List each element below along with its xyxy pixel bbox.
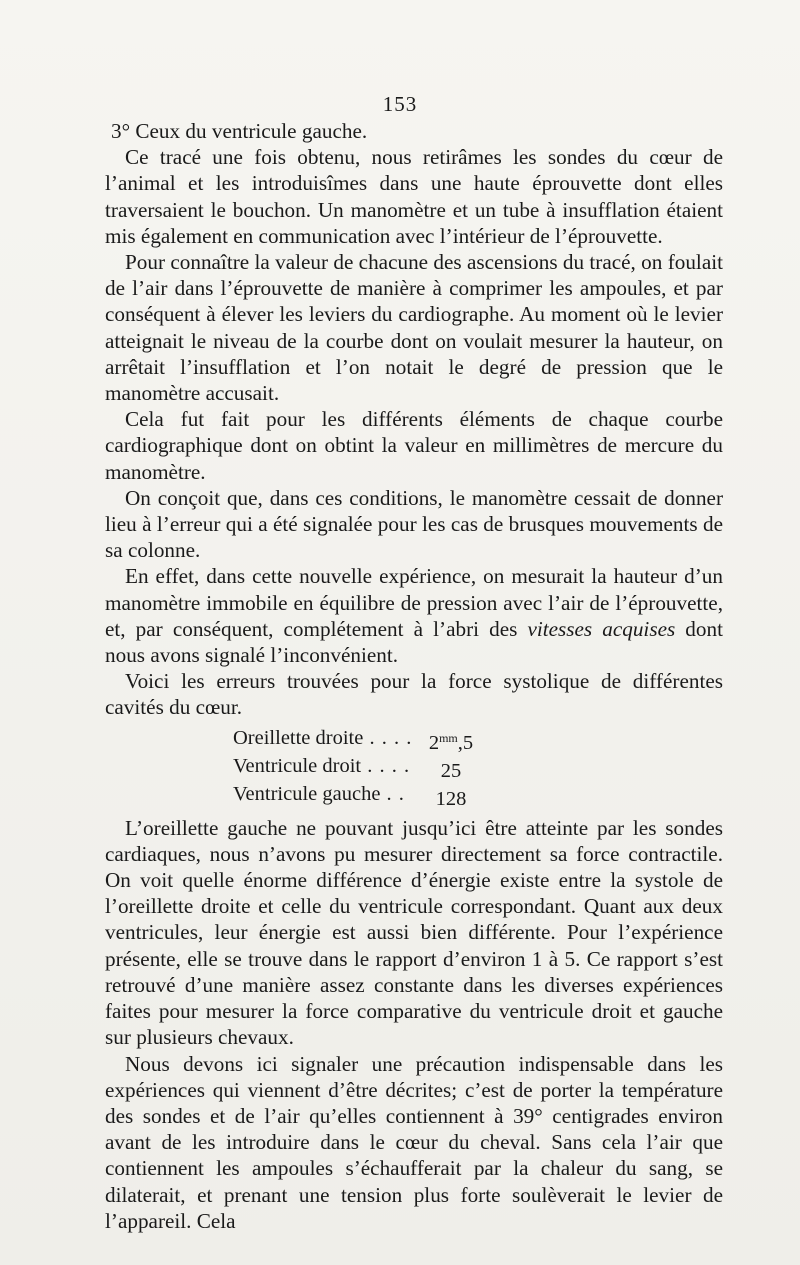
section-heading: 3° Ceux du ventricule gauche. <box>111 119 368 143</box>
row-value: 128 <box>435 787 467 810</box>
text-run: dont nous avons signalé l’inconvénient. <box>105 616 723 668</box>
paragraph: On conçoit que, dans ces conditions, le manomètre cessait de donner lieu à l’erreur qui a été signalée pour les cas de brusques mouvements de sa colonne. <box>105 485 723 563</box>
row-value: 25 <box>440 759 462 782</box>
emphasis-text: vitesses acquises <box>527 616 676 641</box>
paragraph: Cela fut fait pour les différents éléments de chaque courbe cardiographique dont on obtint la valeur en millimètres de mercure du manomètre. <box>105 407 723 484</box>
paragraph: Pour connaître la valeur de chacune des ascensions du tracé, on foulait de l’air dans l’éprouvette de manière à comprimer les ampoules, et par conséquent à élever les leviers du cardiographe. Au moment où le levier atteignait le niveau de la courbe dont on voulait mesurer la hauteur, on arrêtait l’insufflation et l’on notait le degré de pression que le manomètre accusait. <box>105 250 723 406</box>
row-label: Ventricule droit . . . <box>233 755 411 783</box>
page-number: 153 <box>382 92 418 116</box>
paragraph: Ce tracé une fois obtenu, nous retirâmes les sondes du cœur de l’animal et les introduisîmes dans une haute éprouvette dont elles traversaient le bouchon. Un manomètre et un tube à insufflation étaient mis également en communication avec l’intérieur de l’éprouvette. <box>105 145 723 248</box>
force-table <box>233 727 723 811</box>
table-row <box>233 783 723 811</box>
row-value: $2^{mm},5$ <box>428 730 474 754</box>
paragraph: L’oreillette gauche ne pouvant jusqu’ici être atteinte par les sondes cardiaques, nous n’avons pu mesurer directement sa force contractile. On voit quelle énorme différence d’énergie existe entre la systole de l’oreillette droite et celle du ventricule correspondant. Quant aux deux ventricules, leur énergie est aussi bien différente. Pour l’expérience présente, elle se trouve dans le rapport d’environ 1 à 5. Ce rapport s’est retrouvé d’une manière assez constante dans les diverses expériences faites pour mesurer la force comparative du ventricule droit et gauche sur plusieurs chevaux. <box>105 815 723 1050</box>
text-run: En effet, dans cette nouvelle expérience, on mesurait la hauteur d’un manomètre immobile en équilibre de pression avec l’air de l’éprouvette, et, par conséquent, complétement à l’abri des <box>105 564 723 641</box>
table-row <box>233 727 723 755</box>
paragraph: Nous devons ici signaler une précaution indispensable dans les expériences qui viennent d’être décrites; c’est de porter la température des sondes et de l’air qu’elles contiennent à 39° centigrades environ avant de les introduire dans le cœur du cheval. Sans cela l’air que contiennent les ampoules s’échaufferait par la chaleur du sang, se dilaterait, et prenant une tension plus forte soulèverait le levier de l’appareil. Cela <box>105 1051 723 1233</box>
paragraph: Voici les erreurs trouvées pour la force systolique de différentes cavités du cœur. <box>105 669 723 720</box>
table-row <box>233 755 723 783</box>
paragraph-with-emphasis <box>105 563 723 668</box>
body-text <box>105 118 723 1234</box>
row-label: Oreillette droite . . . <box>233 727 411 755</box>
row-label: Ventricule gauche . . . <box>233 783 411 811</box>
